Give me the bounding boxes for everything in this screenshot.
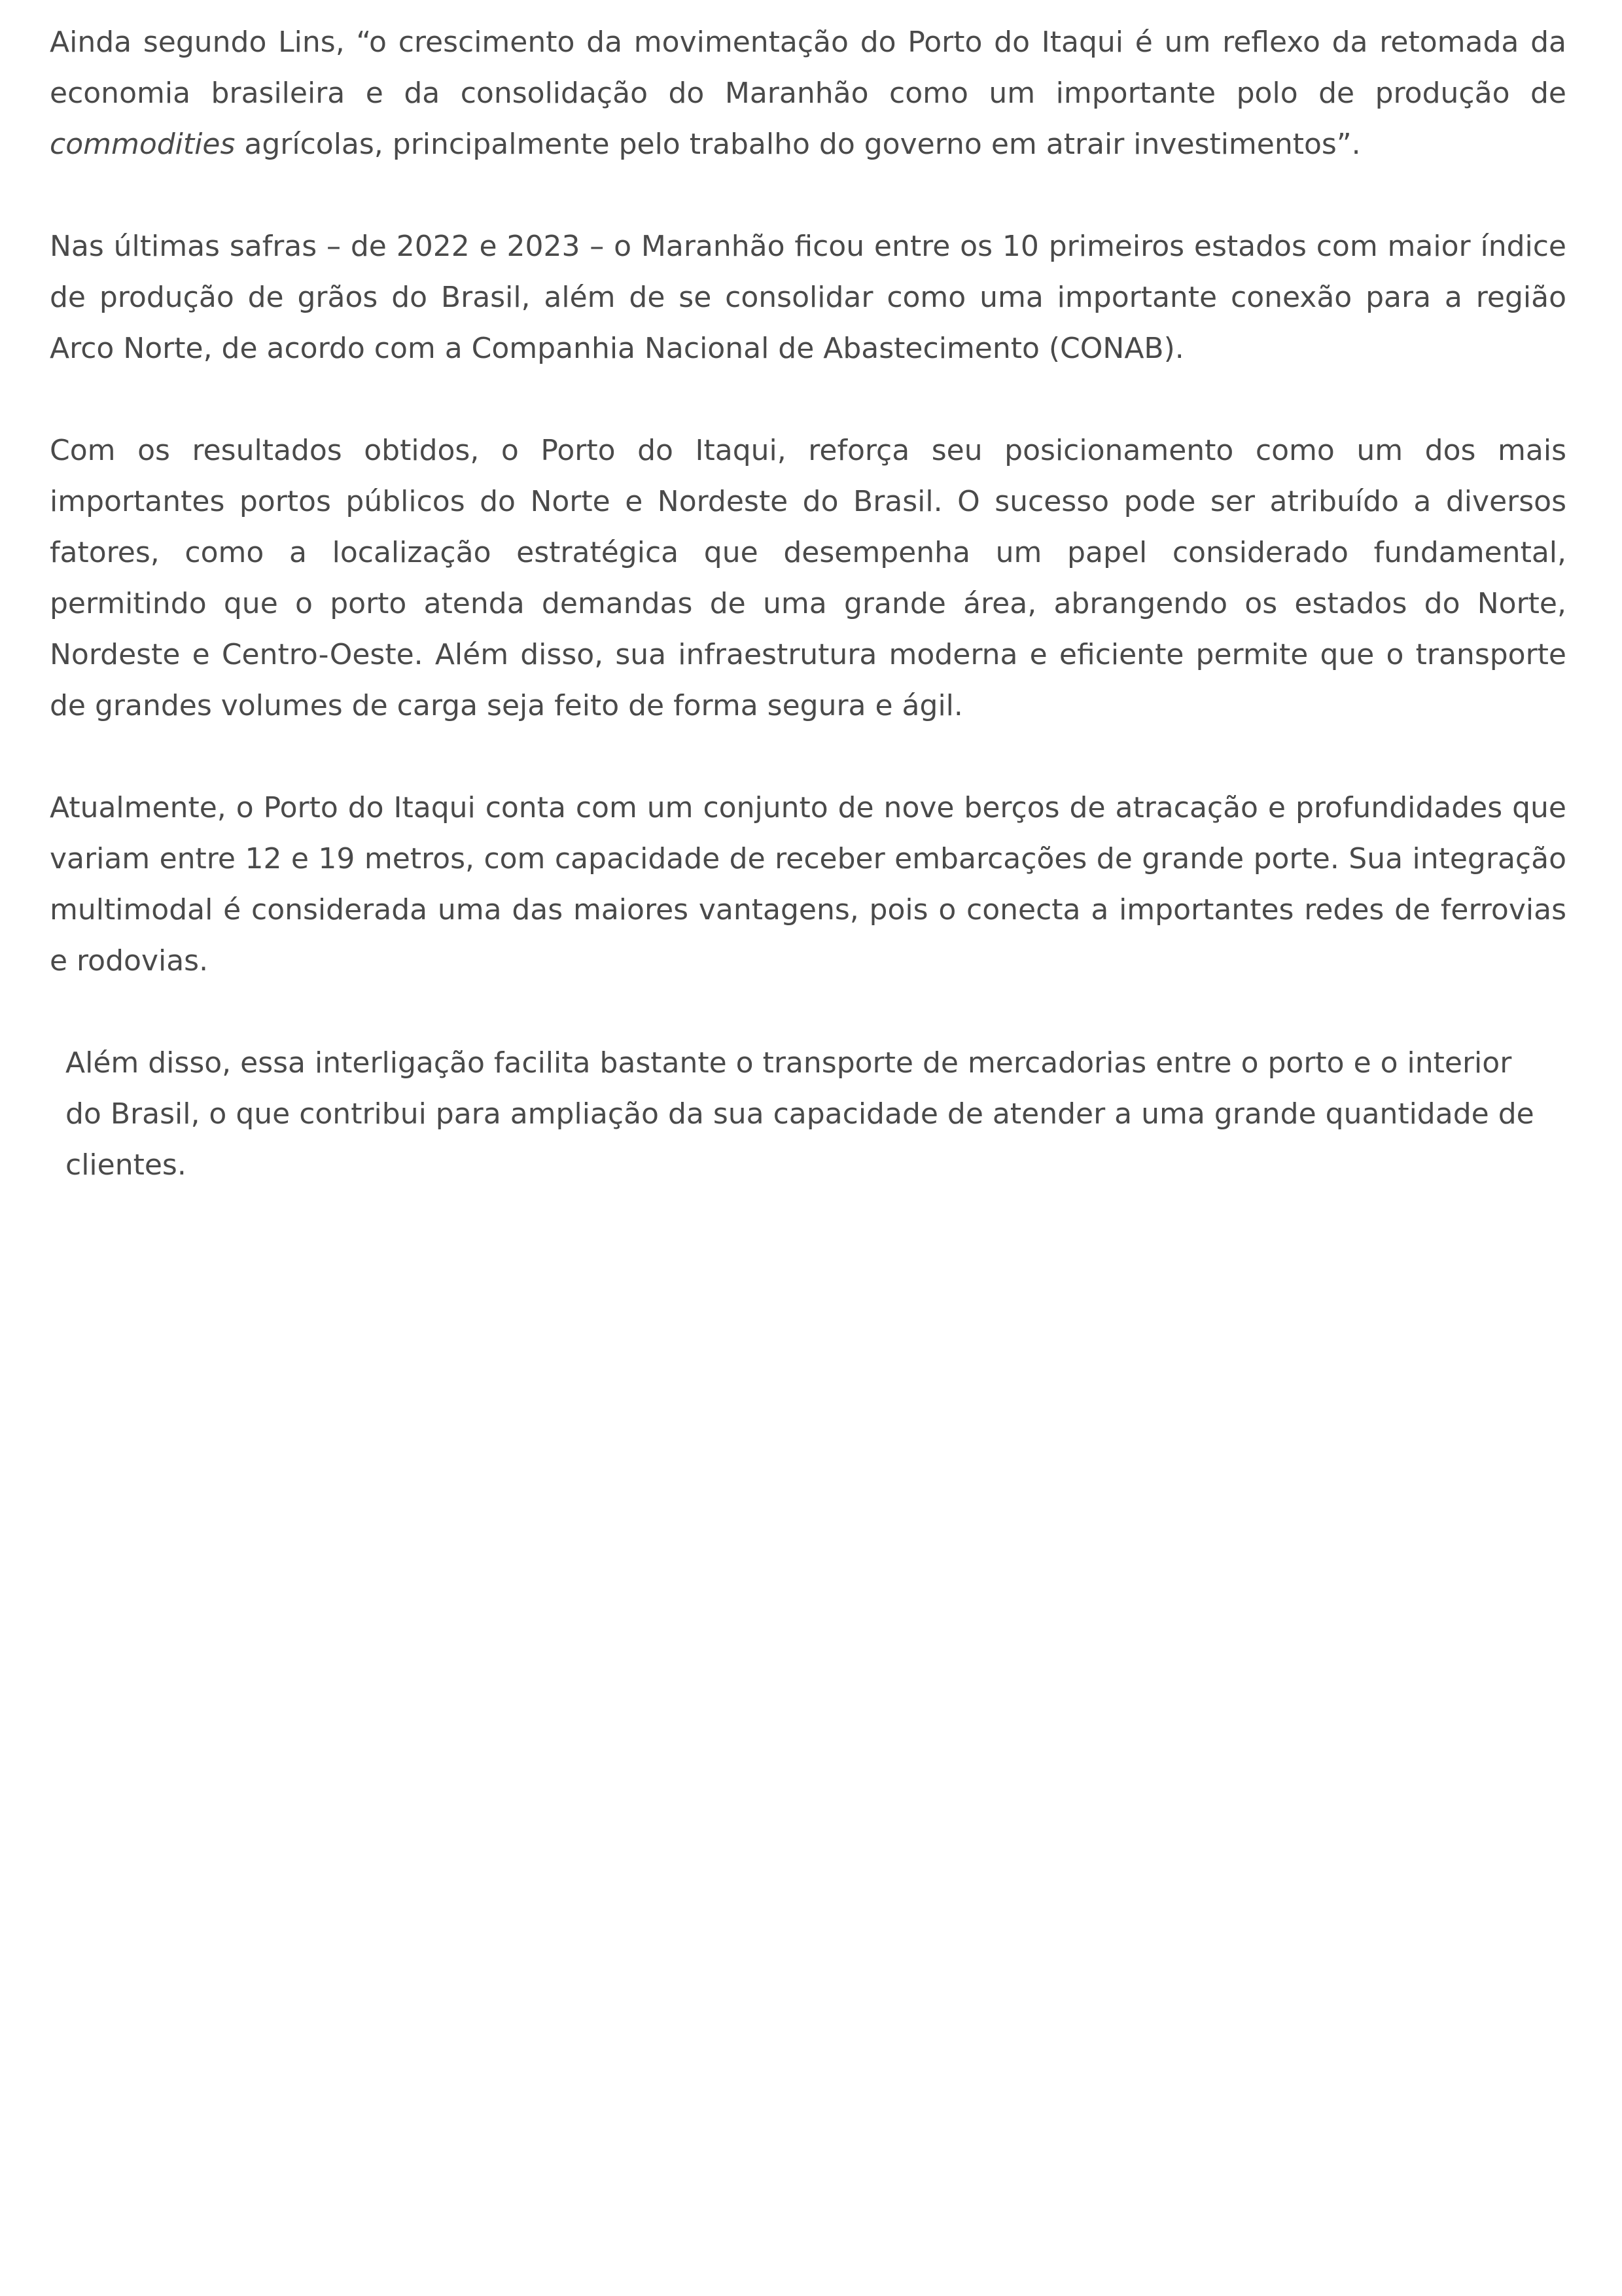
- paragraph-lins-quote: [50, 17, 1566, 170]
- commodities-emphasis: commodities: [50, 128, 236, 161]
- paragraph-interconnection: Além disso, essa interligação facilita bastante o transporte de mercadorias entre o porto e o interior do Brasil, o que contribui para ampliação da sua capacidade de atender a uma grande quantidade de clientes.: [65, 1046, 1534, 1182]
- paragraph-harvests: Nas últimas safras – de 2022 e 2023 – o Maranhão ficou entre os 10 primeiros estados com maior índice de produção de grãos do Brasil, além de se consolidar como uma importante conexão para a região Arco Norte, de acordo com a Companhia Nacional de Abastecimento (CONAB).: [50, 230, 1566, 365]
- article-body: [50, 17, 1566, 1242]
- paragraph-berths: Atualmente, o Porto do Itaqui conta com um conjunto de nove berços de atracação e profundidades que variam entre 12 e 19 metros, com capacidade de receber embarcações de grande porte. Sua integração multimodal é considerada uma das maiores vantagens, pois o conecta a importantes redes de ferrovias e rodovias.: [50, 791, 1566, 978]
- paragraph-lins-quote-text-start: Ainda segundo Lins, “o crescimento da movimentação do Porto do Itaqui é um reflexo da retomada da economia brasileira e da consolidação do Maranhão como um importante polo de produção de: [50, 26, 1566, 110]
- paragraph-lins-quote-text-end: agrícolas, principalmente pelo trabalho do governo em atrair investimentos”.: [235, 128, 1361, 161]
- paragraph-results: Com os resultados obtidos, o Porto do Itaqui, reforça seu posicionamento como um dos mais importantes portos públicos do Norte e Nordeste do Brasil. O sucesso pode ser atribuído a diversos fatores, como a localização estratégica que desempenha um papel considerado fundamental, permitindo que o porto atenda demandas de uma grande área, abrangendo os estados do Norte, Nordeste e Centro-Oeste. Além disso, sua infraestrutura moderna e eficiente permite que o transporte de grandes volumes de carga seja feito de forma segura e ágil.: [50, 434, 1566, 722]
